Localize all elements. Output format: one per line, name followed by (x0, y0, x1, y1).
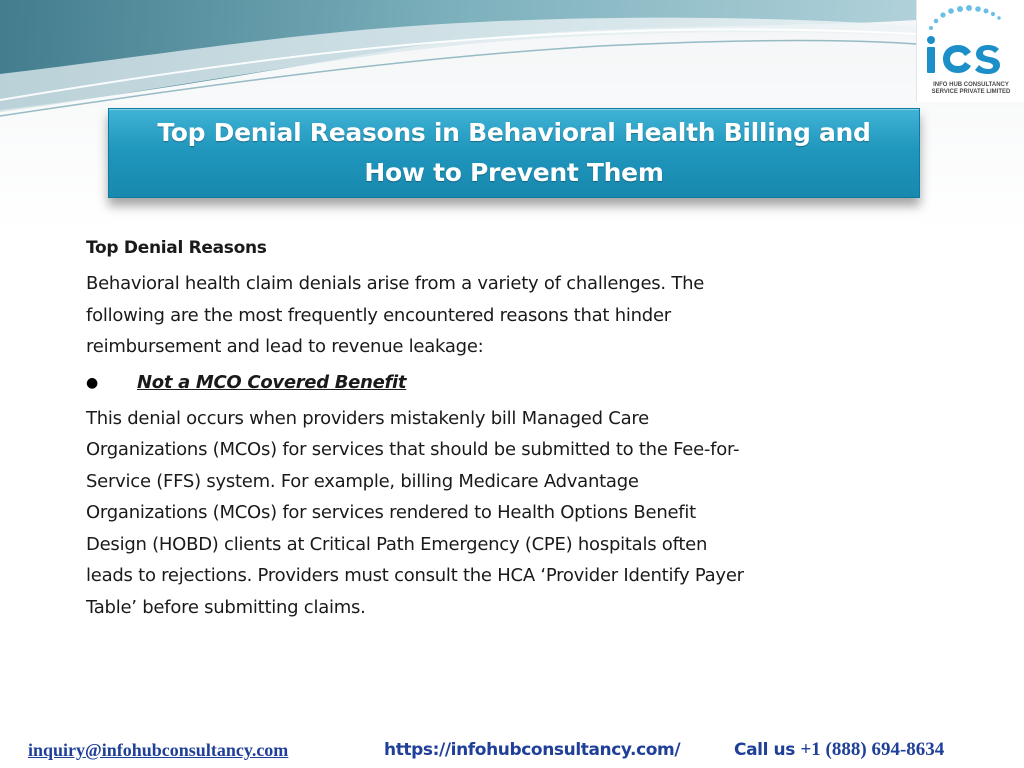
call-label: Call us (734, 740, 795, 760)
body-line: Service (FFS) system. For example, billing Medicare Advantage (86, 470, 639, 492)
slide-title-line1: Top Denial Reasons in Behavioral Health Billing and (157, 118, 871, 147)
bullet-dot-icon: ● (86, 374, 99, 391)
intro-line: reimbursement and lead to revenue leakage: (86, 336, 484, 357)
body-line: This denial occurs when providers mistakenly bill Managed Care (86, 407, 649, 429)
logo-subtitle-line2: SERVICE PRIVATE LIMITED (931, 89, 1011, 95)
body-line: Organizations (MCOs) for services that should be submitted to the Fee-for- (86, 439, 740, 460)
bullet-item (86, 367, 876, 399)
logo-subtitle-line1: INFO HUB CONSULTANCY (933, 82, 1009, 88)
body-line: Table’ before submitting claims. (86, 596, 366, 618)
body-line: Design (HOBD) clients at Critical Path Emergency (CPE) hospitals often (86, 533, 708, 555)
intro-line: following are the most frequently encountered reasons that hinder (86, 304, 671, 326)
body-paragraph (86, 403, 876, 624)
slide-title-box (108, 108, 920, 198)
body-line: Organizations (MCOs) for services rendered to Health Options Benefit (86, 502, 696, 523)
footer-website-link[interactable]: https://infohubconsultancy.com/ (384, 740, 681, 760)
phone-number: +1 (888) 694-8634 (800, 739, 945, 760)
ics-logo-icon (917, 0, 1024, 82)
slide-content (86, 234, 876, 627)
footer-phone[interactable] (734, 739, 944, 761)
intro-line: Behavioral health claim denials arise from a variety of challenges. The (86, 273, 705, 294)
company-logo (916, 0, 1024, 102)
slide-title (157, 113, 870, 193)
slide-title-line2: How to Prevent Them (364, 158, 664, 187)
body-line: leads to rejections. Providers must consult the HCA ‘Provider Identify Payer (86, 565, 744, 586)
footer (0, 738, 1024, 768)
bullet-label: Not a MCO Covered Benefit (137, 372, 407, 393)
section-heading: Top Denial Reasons (86, 238, 267, 258)
intro-paragraph (86, 268, 876, 363)
footer-email-link[interactable]: inquiry@infohubconsultancy.com (28, 740, 289, 760)
